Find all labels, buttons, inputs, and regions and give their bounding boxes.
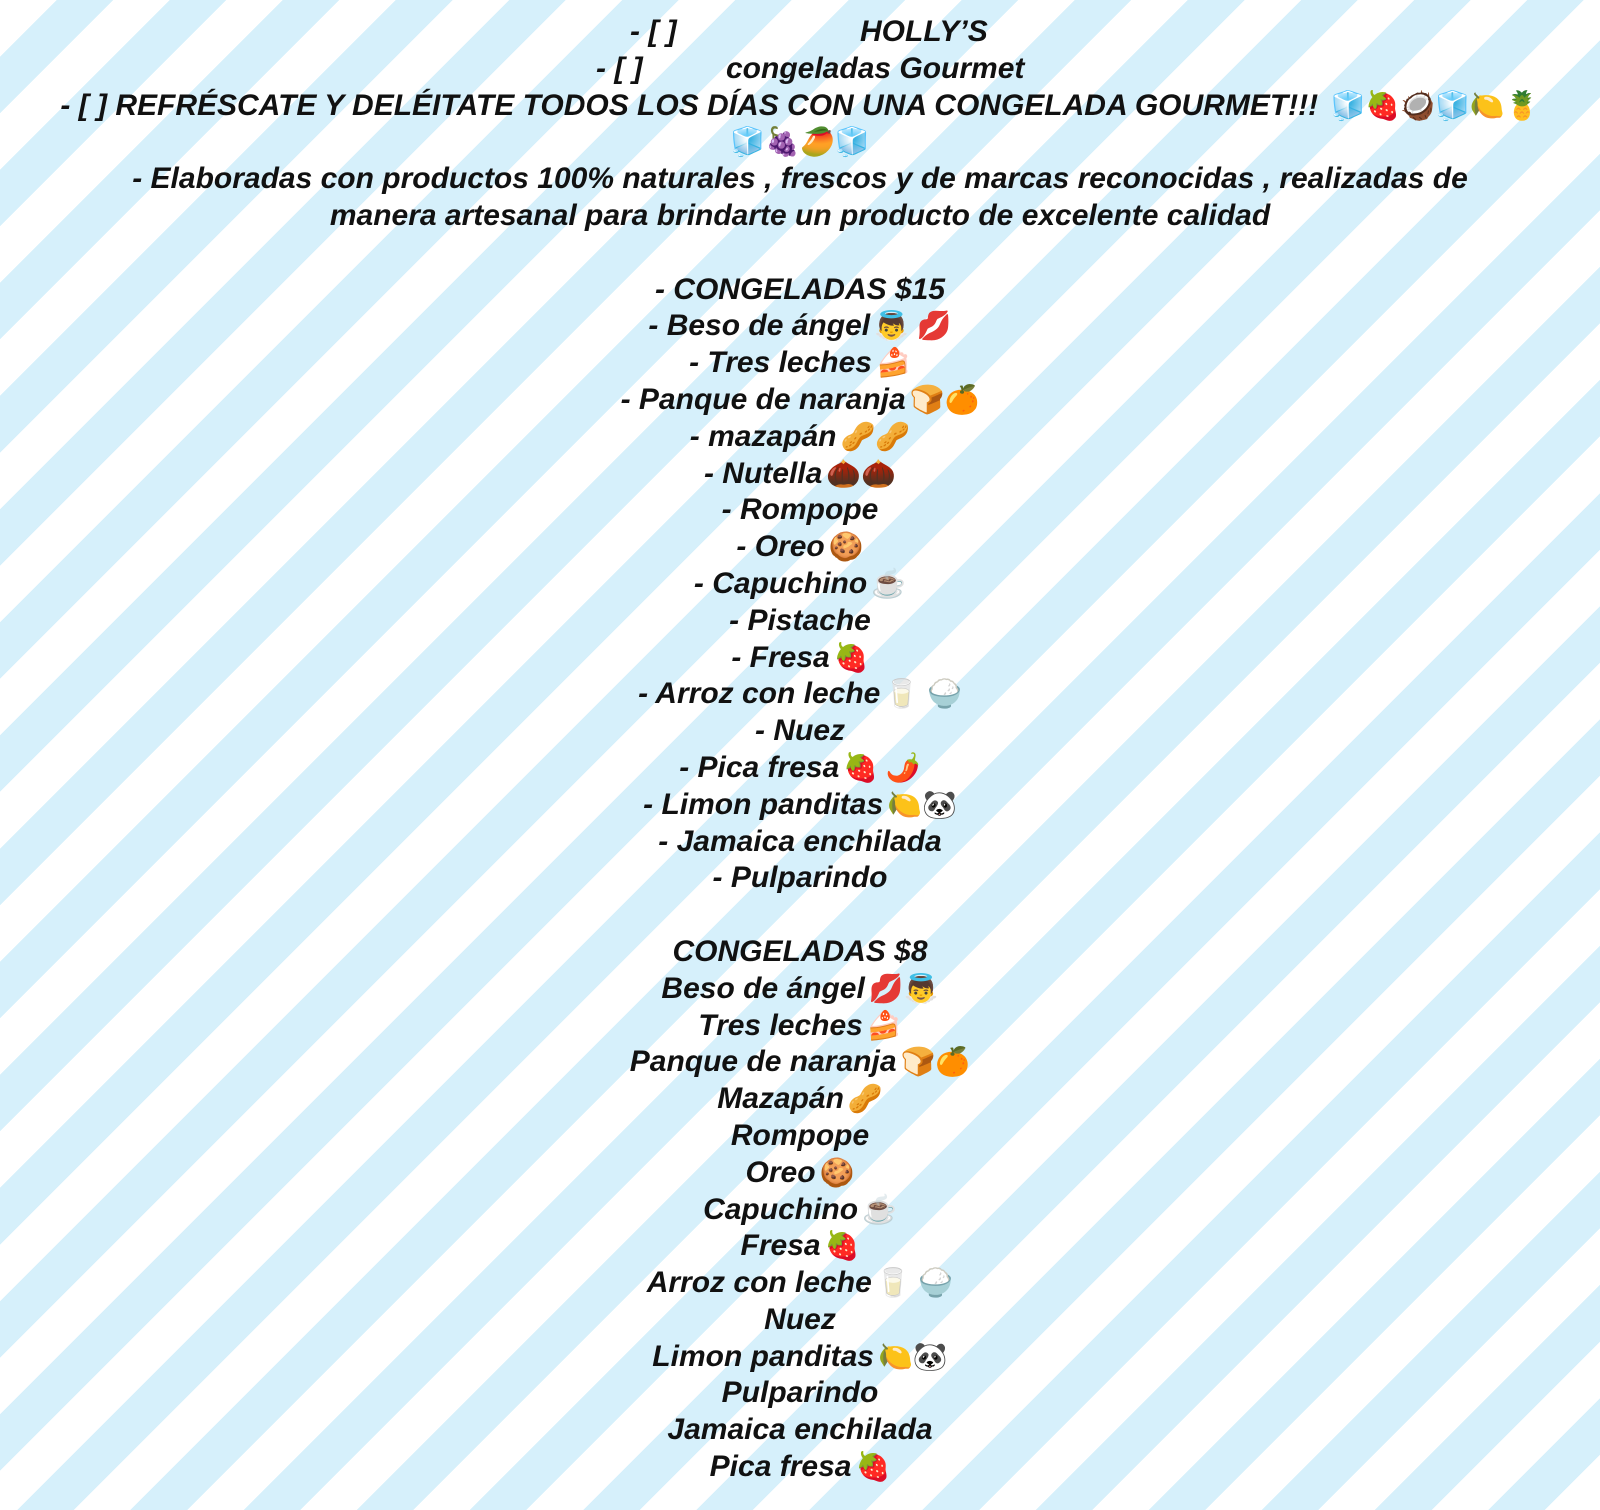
item-label: - Beso de ángel — [648, 309, 871, 343]
item-label: Capuchino — [703, 1192, 859, 1226]
item-label: Fresa — [740, 1229, 821, 1263]
list-item — [0, 1228, 1600, 1265]
item-emoji-icon: 🍞🍊 — [909, 383, 980, 415]
list-item — [0, 1155, 1600, 1192]
item-emoji-icon: 💋👼 — [868, 972, 939, 1004]
item-emoji-icon: ☕ — [871, 567, 907, 599]
promo-text: REFRÉSCATE Y DELÉITATE TODOS LOS DÍAS CON UNA CONGELADA GOURMET!!! — [115, 88, 1319, 122]
item-label: - Tres leches — [689, 346, 872, 380]
item-emoji-icon: 🥛 🍚 — [875, 1267, 954, 1299]
description-text: - Elaboradas con productos 100% naturales , frescos y de marcas reconocidas , realizadas de manera artesanal para brindarte un producto de excelente calidad — [132, 162, 1468, 232]
brand-title: HOLLY’S — [860, 15, 988, 48]
item-label: - Nutella — [703, 456, 823, 490]
list-item — [0, 824, 1600, 861]
promo-line — [0, 88, 1600, 162]
item-label: - Oreo — [736, 530, 825, 564]
list-item — [0, 345, 1600, 382]
list-item — [0, 1192, 1600, 1229]
list-item — [0, 308, 1600, 345]
item-emoji-icon: 👼 💋 — [874, 310, 952, 342]
item-label: - Pistache — [729, 603, 871, 637]
item-label: - Capuchino — [693, 566, 868, 600]
item-emoji-icon: 🥛 🍚 — [884, 678, 962, 710]
list-item — [0, 456, 1600, 493]
spacer — [0, 235, 1600, 272]
menu-8-list — [0, 971, 1600, 1486]
item-label: - Pulparindo — [712, 861, 888, 895]
item-emoji-icon: 🍞🍊 — [900, 1046, 971, 1078]
list-item — [0, 1118, 1600, 1155]
item-label: Pulparindo — [721, 1376, 879, 1410]
item-emoji-icon: 🍪 — [819, 1156, 855, 1188]
item-label: - Rompope — [721, 493, 879, 527]
list-item — [0, 566, 1600, 603]
list-item — [0, 419, 1600, 456]
item-emoji-icon: 🍓 — [855, 1451, 891, 1483]
item-emoji-icon: ☕ — [862, 1193, 897, 1225]
item-emoji-icon: 🍰 — [866, 1009, 902, 1041]
item-label: - Jamaica enchilada — [658, 824, 942, 858]
list-item — [0, 492, 1600, 529]
brand-subtitle: congeladas Gourmet — [726, 51, 1025, 85]
brand-row — [0, 14, 1600, 51]
item-emoji-icon: 🍓 — [833, 641, 869, 673]
item-label: Pica fresa — [709, 1450, 852, 1484]
list-item — [0, 1339, 1600, 1376]
list-item — [0, 1412, 1600, 1449]
list-item — [0, 860, 1600, 897]
item-label: Nuez — [764, 1302, 836, 1336]
list-item — [0, 1302, 1600, 1339]
item-label: Limon panditas — [652, 1339, 874, 1373]
item-emoji-icon: 🍰 — [876, 347, 911, 379]
promo-emoji-icons: 🧊🍓🥥🧊🍋🍍🧊🍇🥭🧊 — [730, 89, 1540, 158]
list-item — [0, 676, 1600, 713]
list-item — [0, 787, 1600, 824]
subtitle-row — [0, 51, 1600, 88]
item-label: Mazapán — [717, 1082, 844, 1116]
item-label: Beso de ángel — [661, 971, 865, 1005]
item-label: Oreo — [745, 1155, 816, 1189]
item-emoji-icon: 🍋🐼 — [877, 1340, 948, 1372]
item-label: Arroz con leche — [646, 1266, 872, 1300]
checkbox-bullet: - [ ] — [60, 88, 107, 122]
item-emoji-icon: 🍓 — [824, 1230, 860, 1262]
list-item — [0, 529, 1600, 566]
list-item — [0, 1375, 1600, 1412]
list-item — [0, 750, 1600, 787]
item-label: Rompope — [730, 1118, 870, 1152]
list-item — [0, 1265, 1600, 1302]
list-item — [0, 1008, 1600, 1045]
list-item — [0, 1081, 1600, 1118]
item-label: Jamaica enchilada — [667, 1413, 933, 1447]
item-label: - Arroz con leche — [638, 677, 881, 711]
list-item — [0, 971, 1600, 1008]
list-item — [0, 1449, 1600, 1486]
item-emoji-icon: 🍪 — [828, 531, 864, 563]
item-label: Tres leches — [698, 1008, 863, 1042]
menu-15-heading: - CONGELADAS $15 — [654, 272, 946, 306]
list-item — [0, 640, 1600, 677]
checkbox-bullet: - [ ] — [596, 51, 643, 85]
item-label: - Panque de naranja — [620, 382, 906, 416]
list-item — [0, 1044, 1600, 1081]
item-label: - Limon panditas — [643, 787, 884, 821]
item-emoji-icon: 🥜🥜 — [840, 420, 911, 452]
item-label: - Pica fresa — [679, 750, 840, 784]
menu-8-heading: CONGELADAS $8 — [672, 934, 928, 968]
checkbox-bullet: - [ ] — [630, 15, 677, 48]
item-label: Panque de naranja — [629, 1045, 897, 1079]
item-label: - Fresa — [731, 640, 830, 674]
item-emoji-icon: 🌰🌰 — [826, 457, 897, 489]
item-label: - Nuez — [755, 714, 845, 748]
list-item — [0, 382, 1600, 419]
list-item — [0, 713, 1600, 750]
spacer — [0, 897, 1600, 934]
item-label: - mazapán — [689, 419, 837, 453]
item-emoji-icon: 🍓 🌶️ — [843, 751, 921, 783]
list-item — [0, 603, 1600, 640]
item-emoji-icon: 🥜 — [847, 1083, 883, 1115]
item-emoji-icon: 🍋🐼 — [887, 788, 957, 820]
menu-15-list — [0, 308, 1600, 897]
